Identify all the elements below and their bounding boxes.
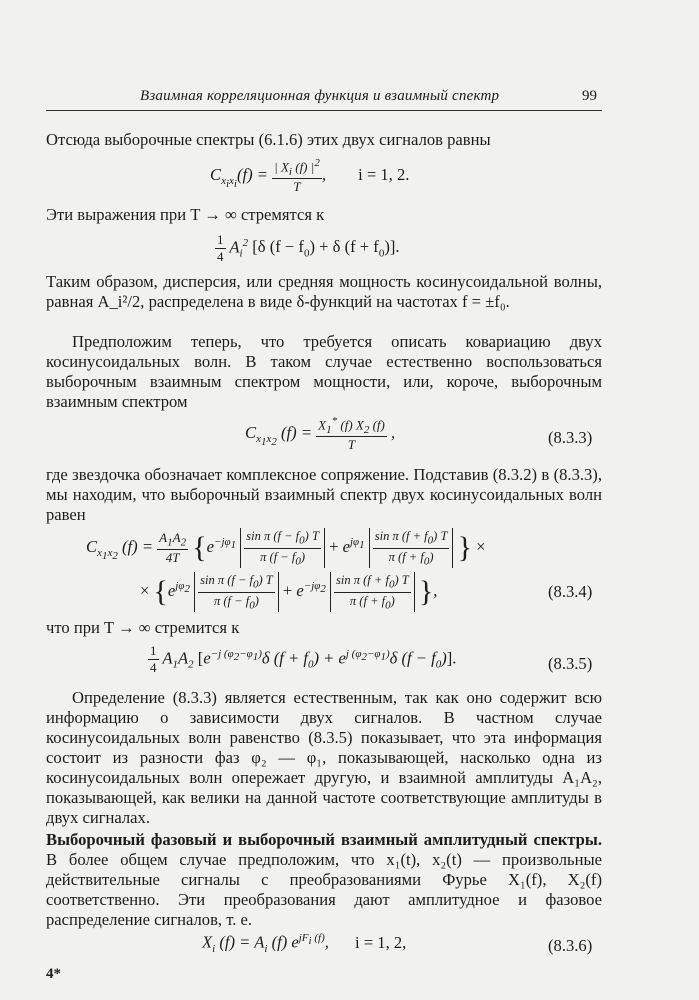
paragraph-phase-amplitude — [46, 830, 602, 930]
page-number: 99 — [582, 88, 597, 104]
equation-8-3-5: $\frac{1}{4}$ $A_1A_2$ [$e^{-j (\varphi_2-\varphi_1)}\delta$ $(f + f_0) + e^{j (\varphi_2-\varphi_1)}\delta$ $(f - f_0)$]. — [150, 643, 457, 675]
paragraph-covariance: Предположим теперь, что требуется описать ковариацию двух косинусоидальных волн. В таком случае естественно воспользоваться выборочным взаимным спектром мощности, или, короче, выборочным взаимным спектром — [46, 332, 602, 411]
paragraph-substitution: где звездочка обозначает комплексное сопряжение. Подставив (8.3.2) в (8.3.3), мы находим, что выборочный взаимный спектр двух косинусоидальных волн равен — [46, 465, 602, 524]
signature-mark: 4* — [46, 966, 61, 982]
equation-8-3-4-line2: × {$e^{j\varphi_2}$ $\frac{\sin \pi (f - f_0) T}{\pi (f - f_0)}$ + $e^{-j\varphi_2}$ $\frac{\sin \pi (f + f_0) T}{\pi (f + f_0)}$ }, — [140, 573, 438, 611]
paragraph-definition: Определение (8.3.3) является естественным, так как оно содержит всю информацию о зависимости двух сигналов. В частном случае косинусоидальных волн равенство (8.3.5) показывает, что эта информация состоит из разности фаз φ₂ — φ₁, показывающей, насколько одна из косинусоидальных волн опережает другую, и взаимной амплитуды A₁A₂, показывающей, как велики на данной частоте соответствующие амплитуды в двух сигналах. — [46, 688, 602, 827]
running-title: Взаимная корреляционная функция и взаимный спектр — [140, 88, 500, 104]
equation-condition: i = 1, 2. — [358, 164, 410, 184]
equation-8-3-4-line1: $C_{x_1x_2}$ (f) = $\frac{A_1A_2}{4T}$ {$e^{-j\varphi_1}$ $\frac{\sin \pi (f - f_0) T}{\pi (f - f_0)}$ + $e^{j\varphi_1}$ $\frac{\sin \pi (f + f_0) T}{\pi (f + f_0)}$ } × — [86, 529, 486, 567]
header-rule — [46, 110, 602, 111]
equation-number-8-3-3: (8.3.3) — [548, 428, 593, 447]
equation-cross-spectrum: $C_{x_1x_2}$ (f) = $\frac{X_1^* (f) X_2 (f)}{T}$ , — [245, 415, 396, 452]
equation-number-8-3-5: (8.3.5) — [548, 654, 593, 673]
equation-8-3-6-condition: i = 1, 2, — [355, 932, 407, 952]
equation-number-8-3-4: (8.3.4) — [548, 582, 593, 601]
equation-sample-spectrum: $C_{x_ix_i}(f)$ = $\frac{| X_i (f) |^2}{T}$ , i = 1, 2. — [210, 157, 410, 194]
paragraph-limit: Эти выражения при T → ∞ стремятся к — [46, 205, 325, 224]
section-heading: Выборочный фазовый и выборочный взаимный амплитудный спектры. — [46, 830, 602, 849]
section-body: В более общем случае предположим, что x₁(t), x₂(t) — произвольные действительные сигналы с преобразованиями Фурье X₁(f), X₂(f) соответственно. Эти преобразования дают амплитудное и фазовое распределение сигналов, т. е. — [46, 850, 602, 929]
paragraph-intro: Отсюда выборочные спектры (6.1.6) этих двух сигналов равны — [46, 130, 491, 149]
equation-limit-delta: $\frac{1}{4}$ $A_i^2$ [δ $(f - f_0) + \delta$ $(f + f_0)$]. — [217, 232, 400, 264]
paragraph-variance: Таким образом, дисперсия, или средняя мощность косинусоидальной волны, равная A_i²/2, распределена в виде δ-функций на частотах f = ±f₀. — [46, 272, 602, 311]
equation-8-3-6: $X_i$ $(f) = A_i$ (f) $e^{jF_i (f)}$, i = 1, 2, — [202, 932, 407, 955]
equation-number-8-3-6: (8.3.6) — [548, 936, 593, 955]
paragraph-limit-2: что при T → ∞ стремится к — [46, 618, 240, 637]
